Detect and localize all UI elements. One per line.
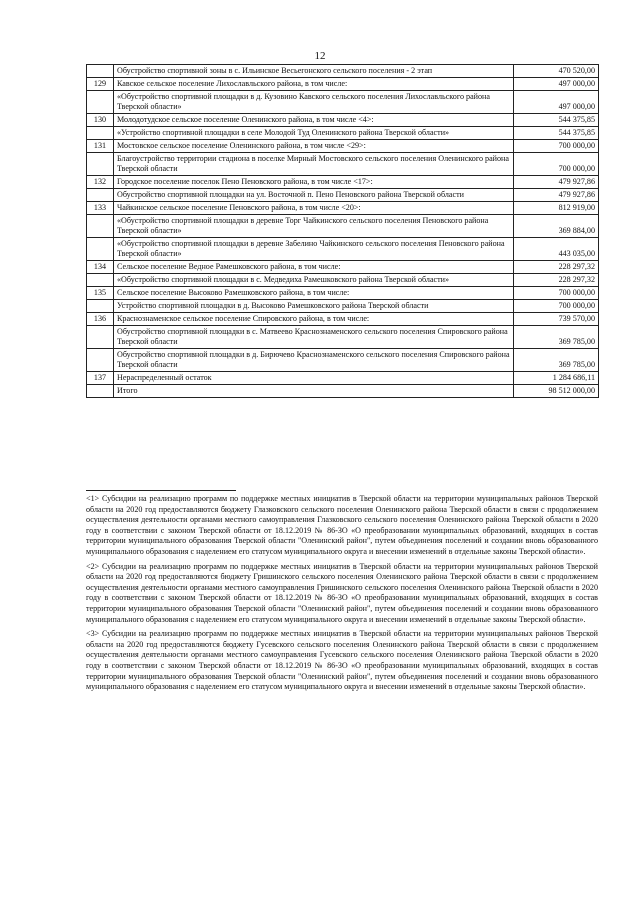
footnotes <box>86 494 598 697</box>
footnote: <1> Субсидии на реализацию программ по поддержке местных инициатив в Тверской области на территории муниципальных районов Тверской области на 2020 год предоставляются бюджету Глазковского сельского поселения Оленинского района Тверской области в связи с продолжением осуществления деятельности органами местного самоуправления Глазковского сельского поселения Оленинского района Тверской области в 2020 году в соответствии с законом Тверской области от 18.12.2019 № 86-ЗО «О преобразовании муниципальных образований, входящих в состав территории муниципального образования Тверской области "Оленинский район", путем объединения поселений и создании вновь образованного муниципального образования с наделением его статусом муниципального округа и внесении изменений в отдельные законы Тверской области». <box>86 494 598 556</box>
table-row <box>87 189 599 202</box>
row-number: 136 <box>87 313 114 326</box>
row-number <box>87 153 114 176</box>
row-number: 132 <box>87 176 114 189</box>
row-amount: 1 284 686,11 <box>514 372 599 385</box>
row-name: «Обустройство спортивной площадки в д. Кузовино Кавского сельского поселения Лихославльского района Тверской области» <box>114 91 514 114</box>
table-row <box>87 238 599 261</box>
row-number <box>87 238 114 261</box>
table-row <box>87 153 599 176</box>
table-row <box>87 114 599 127</box>
row-number <box>87 189 114 202</box>
row-name: Обустройство спортивной площадки в д. Бирючево Краснознаменского сельского поселения Спировского района Тверской области <box>114 349 514 372</box>
table-row <box>87 202 599 215</box>
row-name: «Обустройство спортивной площадки в деревне Забелино Чайкинского сельского поселения Пеновского района Тверской области» <box>114 238 514 261</box>
row-number <box>87 300 114 313</box>
table-row <box>87 287 599 300</box>
budget-table-body <box>87 65 599 398</box>
row-number <box>87 349 114 372</box>
row-amount: 98 512 000,00 <box>514 385 599 398</box>
row-amount: 443 035,00 <box>514 238 599 261</box>
row-name: Обустройство спортивной площадки в с. Матвеево Краснознаменского сельского поселения Спировского района Тверской области <box>114 326 514 349</box>
table-row <box>87 78 599 91</box>
row-amount: 812 919,00 <box>514 202 599 215</box>
row-amount: 228 297,32 <box>514 274 599 287</box>
table-row <box>87 261 599 274</box>
budget-table <box>86 64 599 398</box>
row-amount: 369 785,00 <box>514 326 599 349</box>
row-amount: 700 000,00 <box>514 287 599 300</box>
row-name: Благоустройство территории стадиона в поселке Мирный Мостовского сельского поселения Оленинского района Тверской области <box>114 153 514 176</box>
table-row <box>87 215 599 238</box>
row-amount: 700 000,00 <box>514 140 599 153</box>
row-number <box>87 326 114 349</box>
row-amount: 497 000,00 <box>514 78 599 91</box>
row-name: Чайкинское сельское поселение Пеновского района, в том числе <20>: <box>114 202 514 215</box>
row-amount: 479 927,86 <box>514 176 599 189</box>
row-name: Обустройство спортивной зоны в с. Ильинское Весьегонского сельского поселения - 2 этап <box>114 65 514 78</box>
row-name: Краснознаменское сельское поселение Спировского района, в том числе: <box>114 313 514 326</box>
row-amount: 479 927,86 <box>514 189 599 202</box>
row-number: 135 <box>87 287 114 300</box>
row-number <box>87 385 114 398</box>
footnote: <3> Субсидии на реализацию программ по поддержке местных инициатив в Тверской области на территории муниципальных районов Тверской области на 2020 год предоставляются бюджету Гусевского сельского поселения Оленинского района Тверской области в связи с продолжением осуществления деятельности органами местного самоуправления Гусевского сельского поселения Оленинского района Тверской области в 2020 году в соответствии с законом Тверской области от 18.12.2019 № 86-ЗО «О преобразовании муниципальных образований, входящих в состав территории муниципального образования Тверской области "Оленинский район", путем объединения поселений и создании вновь образованного муниципального образования с наделением его статусом муниципального округа и внесении изменений в отдельные законы Тверской области». <box>86 629 598 692</box>
row-name: Мостовское сельское поселение Оленинского района, в том числе <29>: <box>114 140 514 153</box>
row-name: Итого <box>114 385 514 398</box>
table-row <box>87 326 599 349</box>
table-row <box>87 127 599 140</box>
row-number: 134 <box>87 261 114 274</box>
table-row <box>87 65 599 78</box>
row-number: 137 <box>87 372 114 385</box>
table-row <box>87 385 599 398</box>
row-number <box>87 215 114 238</box>
row-name: Молодотудское сельское поселение Оленинского района, в том числе <4>: <box>114 114 514 127</box>
row-amount: 369 884,00 <box>514 215 599 238</box>
row-name: «Устройство спортивной площадки в селе Молодой Туд Оленинского района Тверской области» <box>114 127 514 140</box>
row-name: Устройство спортивной площадки в д. Высоково Рамешковского района Тверской области <box>114 300 514 313</box>
table-row <box>87 176 599 189</box>
footnote-divider <box>86 490 236 491</box>
row-amount: 544 375,85 <box>514 127 599 140</box>
table-row <box>87 91 599 114</box>
row-number <box>87 127 114 140</box>
table-row <box>87 313 599 326</box>
row-name: Сельское поселение Ведное Рамешковского района, в том числе: <box>114 261 514 274</box>
page-number: 12 <box>314 50 326 62</box>
table-row <box>87 372 599 385</box>
row-number: 130 <box>87 114 114 127</box>
row-name: Сельское поселение Высоково Рамешковского района, в том числе: <box>114 287 514 300</box>
row-amount: 470 520,00 <box>514 65 599 78</box>
row-amount: 228 297,32 <box>514 261 599 274</box>
row-amount: 700 000,00 <box>514 300 599 313</box>
row-amount: 700 000,00 <box>514 153 599 176</box>
row-amount: 369 785,00 <box>514 349 599 372</box>
row-number: 131 <box>87 140 114 153</box>
table-row <box>87 349 599 372</box>
row-amount: 497 000,00 <box>514 91 599 114</box>
row-name: Нераспределенный остаток <box>114 372 514 385</box>
table-row <box>87 300 599 313</box>
row-name: Городское поселение поселок Пено Пеновского района, в том числе <17>: <box>114 176 514 189</box>
row-amount: 739 570,00 <box>514 313 599 326</box>
row-name: «Обустройство спортивной площадки в деревне Торг Чайкинского сельского поселения Пеновского района Тверской области» <box>114 215 514 238</box>
row-number <box>87 65 114 78</box>
row-amount: 544 375,85 <box>514 114 599 127</box>
row-name: Кавское сельское поселение Лихославльского района, в том числе: <box>114 78 514 91</box>
table-row <box>87 274 599 287</box>
row-number: 129 <box>87 78 114 91</box>
footnote: <2> Субсидии на реализацию программ по поддержке местных инициатив в Тверской области на территории муниципальных районов Тверской области на 2020 год предоставляются бюджету Гришинского сельского поселения Оленинского района Тверской области в связи с продолжением осуществления деятельности органами местного самоуправления Гришинского сельского поселения Оленинского района Тверской области в 2020 году в соответствии с законом Тверской области от 18.12.2019 № 86-ЗО «О преобразовании муниципальных образований, входящих в состав территории муниципального образования Тверской области "Оленинский район", путем объединения поселений и создании вновь образованного муниципального образования с наделением его статусом муниципального округа и внесении изменений в отдельные законы Тверской области». <box>86 561 598 624</box>
row-name: «Обустройство спортивной площадки в с. Медведиха Рамешковского района Тверской области» <box>114 274 514 287</box>
row-number <box>87 91 114 114</box>
row-number: 133 <box>87 202 114 215</box>
table-row <box>87 140 599 153</box>
row-name: Обустройство спортивной площадки на ул. Восточной п. Пено Пеновского района Тверской области <box>114 189 514 202</box>
row-number <box>87 274 114 287</box>
